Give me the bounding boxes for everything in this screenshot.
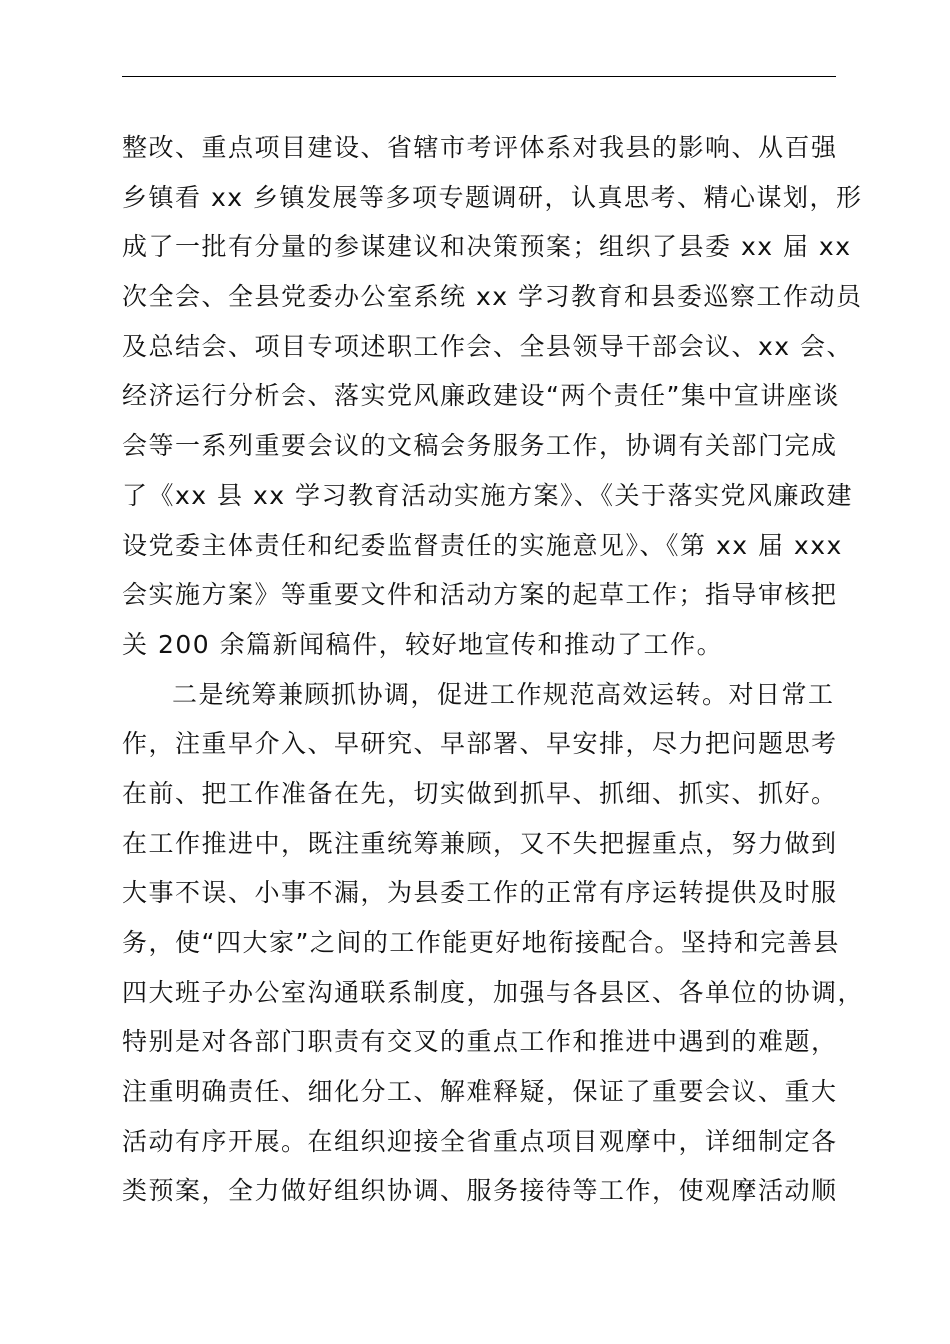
body-line: 在工作推进中，既注重统筹兼顾，又不失把握重点，努力做到 <box>122 828 838 858</box>
body-line: 及总结会、项目专项述职工作会、全县领导干部会议、xx 会、 <box>122 331 854 361</box>
body-line: 了《xx 县 xx 学习教育活动实施方案》、《关于落实党风廉政建 <box>122 480 854 510</box>
body-line: 会实施方案》等重要文件和活动方案的起草工作；指导审核把 <box>122 580 838 610</box>
document-body <box>122 128 865 1221</box>
body-line: 在前、把工作准备在先，切实做到抓早、抓细、抓实、抓好。 <box>122 778 838 808</box>
body-line: 乡镇看 xx 乡镇发展等多项专题调研，认真思考、精心谋划，形 <box>122 182 863 212</box>
body-line: 设党委主体责任和纪委监督责任的实施意见》、《第 xx 届 xxx <box>122 530 843 560</box>
body-line: 整改、重点项目建设、省辖市考评体系对我县的影响、从百强 <box>122 133 838 162</box>
body-line: 特别是对各部门职责有交叉的重点工作和推进中遇到的难题， <box>122 1027 838 1057</box>
body-line: 注重明确责任、细化分工、解难释疑，保证了重要会议、重大 <box>122 1077 838 1107</box>
paragraph-start-line: 二是统筹兼顾抓协调，促进工作规范高效运转。对日常工 <box>172 679 835 709</box>
body-line: 类预案，全力做好组织协调、服务接待等工作，使观摩活动顺 <box>122 1176 838 1206</box>
body-line: 活动有序开展。在组织迎接全省重点项目观摩中，详细制定各 <box>122 1126 838 1156</box>
body-line: 作，注重早介入、早研究、早部署、早安排，尽力把问题思考 <box>122 729 838 759</box>
body-line: 成了一批有分量的参谋建议和决策预案；组织了县委 xx 届 xx <box>122 232 852 262</box>
body-line: 次全会、全县党委办公室系统 xx 学习教育和县委巡察工作动员 <box>122 282 863 312</box>
body-line: 四大班子办公室沟通联系制度，加强与各县区、各单位的协调， <box>122 977 865 1007</box>
body-line: 关 200 余篇新闻稿件，较好地宣传和推动了工作。 <box>122 629 724 659</box>
body-line: 经济运行分析会、落实党风廉政建设“两个责任”集中宣讲座谈 <box>122 381 840 411</box>
body-line: 会等一系列重要会议的文稿会务服务工作，协调有关部门完成 <box>122 431 838 461</box>
body-line: 大事不误、小事不漏，为县委工作的正常有序运转提供及时服 <box>122 878 838 908</box>
header-divider-line <box>122 76 836 77</box>
body-line: 务，使“四大家”之间的工作能更好地衔接配合。坚持和完善县 <box>122 928 840 957</box>
